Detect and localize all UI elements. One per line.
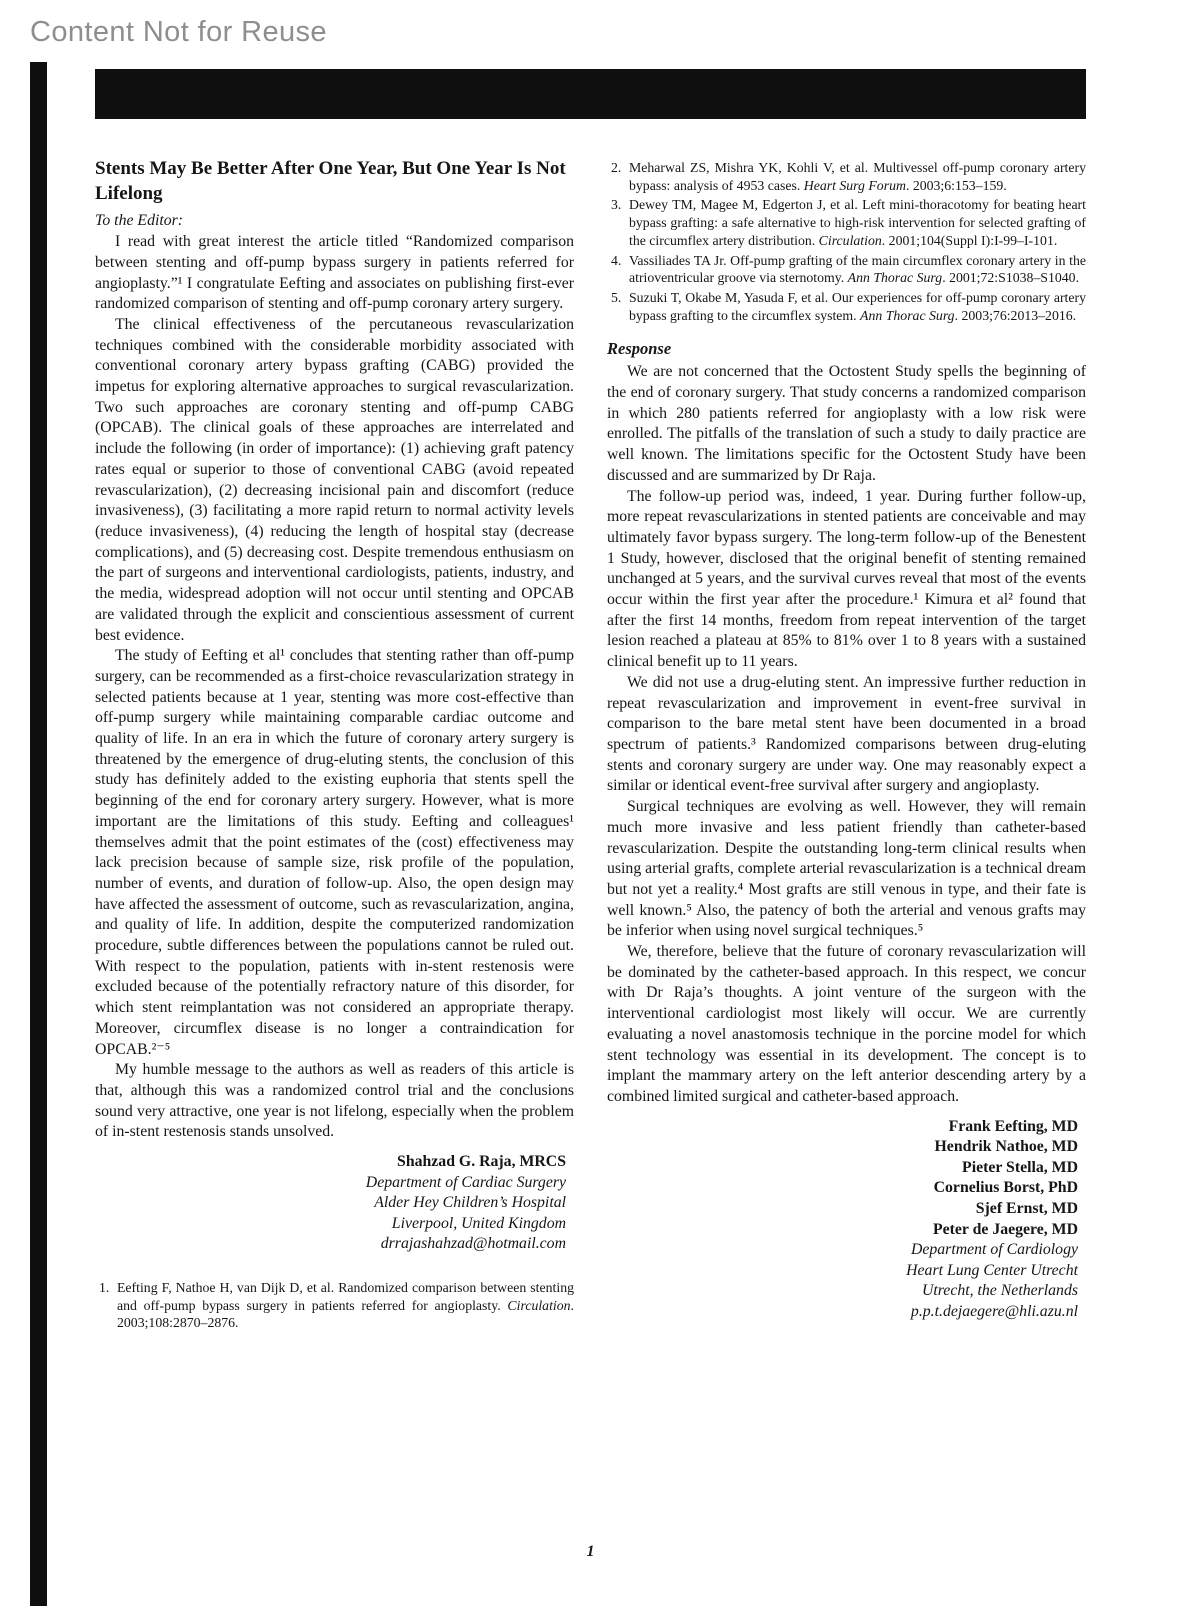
reference-citation: . 2003;6:153–159.: [905, 177, 1007, 193]
right-column: [607, 156, 1086, 1334]
reference-number: 4.: [611, 252, 622, 268]
signature-affiliation-line: Department of Cardiology: [910, 1241, 1078, 1259]
reference-citation: . 2001;104(Suppl I):I-99–I-101.: [881, 232, 1058, 248]
reference-item: [607, 159, 1086, 194]
reference-text: Suzuki T, Okabe M, Yasuda F, et al. Our experiences for off-pump coronary artery bypass grafting to the circumflex system.: [629, 289, 1086, 323]
reference-number: 2.: [611, 160, 622, 175]
reference-number: 3.: [611, 197, 622, 213]
reference-item: [95, 1279, 574, 1332]
signature-affiliation-line: Department of Cardiac Surgery: [365, 1173, 566, 1191]
letter-title: Stents May Be Better After One Year, But One Year Is Not Lifelong: [95, 158, 566, 205]
response-paragraph-2: The follow-up period was, indeed, 1 year. During further follow-up, more repeat revascularizations in stented patients are conceivable and may ultimately favor bypass surgery. The long-term follow-up of the Benestent 1 Study, however, disclosed that the original benefit of stenting remained unchanged at 5 years, and the survival curves reveal that most of the events occur within the first year after the procedure.¹ Kimura et al² found that after the first 14 months, freedom from repeat intervention of the target lesion reached a plateau at 85% to 81% over 1 to 8 years with a sustained clinical benefit up to 11 years.: [607, 487, 1086, 671]
reference-journal: Circulation: [818, 232, 882, 248]
signature-affiliation-line: Liverpool, United Kingdom: [391, 1214, 566, 1232]
response-paragraph-5: We, therefore, believe that the future of coronary revascularization will be dominated by the catheter-based approach. In this respect, we concur with Dr Raja’s thoughts. A joint venture of the surgeon with the interventional cardiologist most likely will occur. We are currently evaluating a novel anastomosis technique in the porcine model for which stent technology was essential in its development. The concept is to implant the mammary artery on the left anterior descending artery by a combined limited surgical and catheter-based approach.: [607, 943, 1086, 1105]
reference-citation: . 2001;72:S1038–S1040.: [942, 270, 1080, 286]
letter-paragraph-2: The clinical effectiveness of the percutaneous revascularization techniques combined with the considerable morbidity associated with conventional coronary artery bypass grafting (CABG) provided the impetus for exploring alternative approaches to surgical revascularization. Two such approaches are coronary stenting and off-pump CABG (OPCAB). The clinical goals of these approaches are interrelated and include the following (in order of importance): (1) achieving graft patency rates equal or superior to those of conventional CABG (avoid repeated revascularization), (2) decreasing incisional pain and discomfort (reduce invasiveness), (3) facilitating a more rapid return to normal activity levels (reduce invasiveness), (4) reducing the length of hospital stay (decrease complications), and (5) decreasing cost. Despite tremendous enthusiasm on the part of surgeons and interventional cardiologists, patients, industry, and the media, widespread adoption will not occur until stenting and OPCAB are validated through the explicit and conscientious assessment of current best evidence.: [95, 315, 574, 644]
reference-text: Meharwal ZS, Mishra YK, Kohli V, et al. Multivessel off-pump coronary artery bypass: analysis of 4953 cases.: [629, 160, 1086, 193]
left-column: [95, 156, 574, 1334]
response-paragraph-1: We are not concerned that the Octostent Study spells the beginning of the end of coronary surgery. That study concerns a randomized comparison in which 280 patients referred for angioplasty with a low risk were enrolled. The pitfalls of the translation of such a study to daily practice are well known. The limitations specific for the Octostent Study have been discussed and are summarized by Dr Raja.: [607, 363, 1086, 484]
page-number: 1: [586, 1543, 595, 1560]
signature-name: Sjef Ernst, MD: [975, 1200, 1078, 1218]
response-paragraph-4: Surgical techniques are evolving as well. However, they will remain much more invasive and less patient friendly than catheter-based revascularization. Despite the outstanding long-term clinical results when using arterial grafts, complete arterial revascularization is a technical dream but not yet a reality.⁴ Most grafts are still venous in type, and their fate is well known.⁵ Also, the patency of both the arterial and venous grafts may be inferior when using novel surgical techniques.⁵: [607, 798, 1086, 940]
signature-name: Hendrik Nathoe, MD: [934, 1138, 1078, 1156]
letter-paragraph-1: I read with great interest the article titled “Randomized comparison between stenting and off-pump bypass surgery in patients referred for angioplasty.”¹ I congratulate Eefting and associates on publishing first-ever randomized comparison of stenting and off-pump coronary artery surgery.: [95, 233, 574, 313]
reference-text: Vassiliades TA Jr. Off-pump grafting of the main circumflex coronary artery in the atrioventricular groove via sternotomy.: [629, 252, 1086, 286]
signature-name: Pieter Stella, MD: [962, 1158, 1078, 1176]
watermark-text: Content Not for Reuse: [30, 16, 327, 48]
response-paragraph-3: We did not use a drug-eluting stent. An impressive further reduction in repeat revascularization and improvement in event-free survival in comparison to the bare metal stent have been documented in a broad spectrum of patients.³ Randomized comparisons between drug-eluting stents and coronary surgery are under way. One may reasonably expect a similar or identical event-free survival after surgery and angioplasty.: [607, 673, 1086, 795]
reference-journal: Heart Surg Forum: [803, 177, 906, 193]
response-signature-block: [607, 1117, 1086, 1323]
letter-paragraph-4: My humble message to the authors as well as readers of this article is that, although this was a randomized control trial and the conclusions sound very attractive, one year is not lifelong, especially when the problem of in-stent restenosis stands unsolved.: [95, 1061, 574, 1141]
reference-citation: . 2003;76:2013–2016.: [954, 307, 1077, 323]
reference-number: 5.: [611, 289, 622, 305]
reference-journal: Ann Thorac Surg: [847, 270, 943, 286]
signature-affiliation-line: Alder Hey Children’s Hospital: [374, 1194, 566, 1212]
signature-name: Frank Eefting, MD: [948, 1117, 1078, 1135]
two-column-layout: [95, 156, 1086, 1334]
letter-paragraph-3: The study of Eefting et al¹ concludes that stenting rather than off-pump surgery, can be recommended as a first-choice revascularization strategy in selected patients because at 1 year, stenting was more cost-effective than off-pump surgery while maintaining comparable cardiac outcome and quality of life. In an era in which the future of coronary artery surgery is threatened by the emergence of drug-eluting stents, the conclusion of this study has definitely added to the existing euphoria that stents spell the beginning of the end for coronary artery surgery. However, what is more important are the limitations of this study. Eefting and colleagues¹ themselves admit that the point estimates of the (cost) effectiveness may lack precision because of sample size, risk profile of the population, number of events, and duration of follow-up. Also, the open design may have affected the assessment of outcome, such as revascularization, angina, and quality of life. In addition, despite the computerized randomization procedure, subtle differences between the populations cannot be ruled out. With respect to the population, patients with in-stent restenosis were excluded because of the potentially refractory nature of this disorder, for which stent reimplantation was not considered an appropriate therapy. Moreover, circumflex disease is no longer a contraindication for OPCAB.²⁻⁵: [95, 647, 574, 1058]
reference-item: [607, 196, 1086, 249]
reference-journal: Ann Thorac Surg: [860, 307, 955, 323]
signature-email: drrajashahzad@hotmail.com: [380, 1235, 566, 1253]
reference-text: Dewey TM, Magee M, Edgerton J, et al. Left mini-thoracotomy for beating heart bypass grafting: a safe alternative to high-risk intervention for selected grafting of the circumflex artery distribution.: [629, 197, 1086, 248]
response-references-list: [607, 159, 1086, 324]
redacted-journal-header-banner: [95, 69, 1086, 119]
signature-email: p.p.t.dejaegere@hli.azu.nl: [910, 1302, 1078, 1320]
reference-citation: . 2003;108:2870–2876.: [117, 1297, 574, 1331]
signature-affiliation-line: Utrecht, the Netherlands: [921, 1282, 1078, 1300]
signature-name: Shahzad G. Raja, MRCS: [397, 1153, 566, 1171]
reference-number: 1.: [99, 1280, 110, 1296]
signature-name: Cornelius Borst, PhD: [933, 1179, 1078, 1197]
letter-signature-block: [95, 1152, 574, 1255]
reference-item: [607, 252, 1086, 287]
signature-name: Peter de Jaegere, MD: [932, 1220, 1078, 1238]
signature-affiliation-line: Heart Lung Center Utrecht: [906, 1261, 1078, 1279]
left-black-strip: [30, 62, 47, 1606]
letter-salutation: To the Editor:: [95, 212, 184, 230]
letter-references-list: [95, 1279, 574, 1332]
reference-journal: Circulation: [507, 1297, 571, 1313]
response-heading: Response: [607, 339, 672, 359]
reference-text: Eefting F, Nathoe H, van Dijk D, et al. Randomized comparison between stenting and off-pump bypass surgery in patients referred for angioplasty.: [117, 1280, 574, 1313]
reference-item: [607, 289, 1086, 324]
